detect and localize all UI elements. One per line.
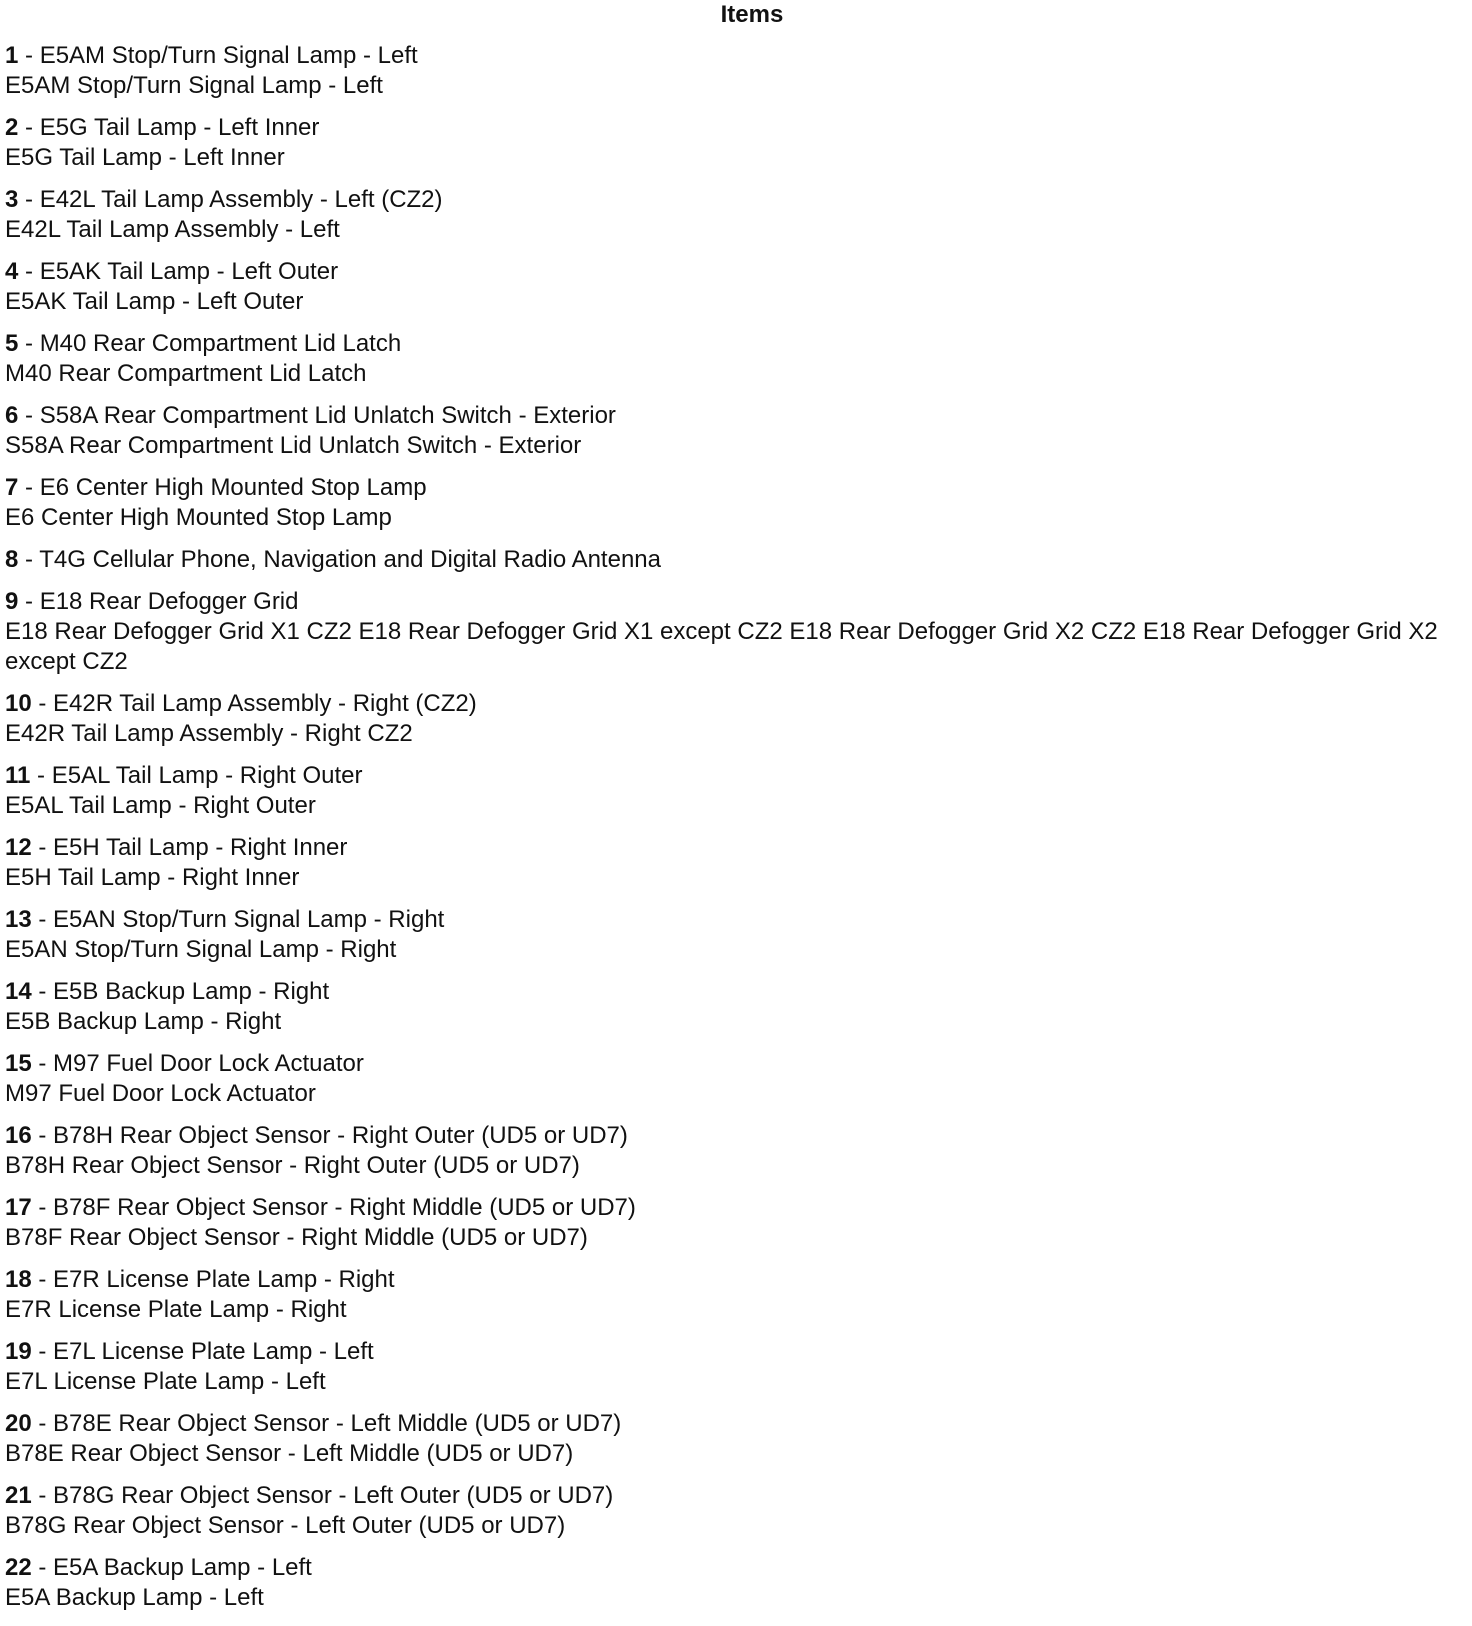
- item-number: 21: [5, 1482, 32, 1509]
- list-item: [5, 1337, 1464, 1397]
- item-number: 20: [5, 1410, 32, 1437]
- item-detail: E42R Tail Lamp Assembly - Right CZ2: [5, 720, 413, 747]
- item-heading: 8 - T4G Cellular Phone, Navigation and Digital Radio Antenna: [5, 546, 661, 573]
- item-heading: 11 - E5AL Tail Lamp - Right Outer: [5, 762, 363, 789]
- item-number: 3: [5, 186, 19, 213]
- item-label: E5AN Stop/Turn Signal Lamp - Right: [53, 906, 445, 933]
- item-label: S58A Rear Compartment Lid Unlatch Switch - Exterior: [39, 402, 616, 429]
- item-heading: 18 - E7R License Plate Lamp - Right: [5, 1266, 395, 1293]
- list-item: [5, 1193, 1464, 1253]
- item-number: 17: [5, 1194, 32, 1221]
- item-detail: E5B Backup Lamp - Right: [5, 1008, 282, 1035]
- item-detail: E5AL Tail Lamp - Right Outer: [5, 792, 316, 819]
- item-heading: 13 - E5AN Stop/Turn Signal Lamp - Right: [5, 906, 445, 933]
- item-label: B78H Rear Object Sensor - Right Outer (UD5 or UD7): [53, 1122, 628, 1149]
- item-detail: E7L License Plate Lamp - Left: [5, 1368, 326, 1395]
- item-detail: S58A Rear Compartment Lid Unlatch Switch - Exterior: [5, 432, 582, 459]
- item-number: 2: [5, 114, 19, 141]
- item-detail: E5AK Tail Lamp - Left Outer: [5, 288, 304, 315]
- item-detail: M40 Rear Compartment Lid Latch: [5, 360, 367, 387]
- list-item: [5, 329, 1464, 389]
- item-number: 5: [5, 330, 19, 357]
- list-item: [5, 113, 1464, 173]
- item-heading: 17 - B78F Rear Object Sensor - Right Middle (UD5 or UD7): [5, 1194, 636, 1221]
- list-item: [5, 1121, 1464, 1181]
- list-item: [5, 1049, 1464, 1109]
- item-label: E18 Rear Defogger Grid: [39, 588, 299, 615]
- item-label: B78F Rear Object Sensor - Right Middle (UD5 or UD7): [53, 1194, 636, 1221]
- item-number: 10: [5, 690, 32, 717]
- item-label: E5A Backup Lamp - Left: [53, 1554, 312, 1581]
- item-label: E42R Tail Lamp Assembly - Right (CZ2): [53, 690, 477, 717]
- item-heading: 20 - B78E Rear Object Sensor - Left Middle (UD5 or UD7): [5, 1410, 622, 1437]
- list-item: [5, 41, 1464, 101]
- item-detail: E6 Center High Mounted Stop Lamp: [5, 504, 392, 531]
- list-item: [5, 1409, 1464, 1469]
- list-item: [5, 257, 1464, 317]
- list-item: [5, 977, 1464, 1037]
- item-number: 16: [5, 1122, 32, 1149]
- item-detail: E18 Rear Defogger Grid X1 CZ2 E18 Rear Defogger Grid X1 except CZ2 E18 Rear Defogger Grid X2 CZ2 E18 Rear Defogger Grid X2 except CZ2: [5, 618, 1438, 675]
- item-number: 7: [5, 474, 19, 501]
- list-item: [5, 1553, 1464, 1613]
- item-number: 9: [5, 588, 19, 615]
- item-detail: M97 Fuel Door Lock Actuator: [5, 1080, 316, 1107]
- item-detail: E5AN Stop/Turn Signal Lamp - Right: [5, 936, 397, 963]
- item-heading: 16 - B78H Rear Object Sensor - Right Outer (UD5 or UD7): [5, 1122, 628, 1149]
- list-item: [5, 833, 1464, 893]
- item-detail: E5H Tail Lamp - Right Inner: [5, 864, 300, 891]
- item-number: 1: [5, 42, 19, 69]
- page-title: Items: [720, 1, 784, 28]
- item-number: 12: [5, 834, 32, 861]
- item-number: 14: [5, 978, 32, 1005]
- item-number: 13: [5, 906, 32, 933]
- list-item: [5, 185, 1464, 245]
- item-label: M97 Fuel Door Lock Actuator: [53, 1050, 364, 1077]
- item-label: B78E Rear Object Sensor - Left Middle (UD5 or UD7): [53, 1410, 622, 1437]
- list-item: [5, 1265, 1464, 1325]
- item-label: E5AM Stop/Turn Signal Lamp - Left: [39, 42, 418, 69]
- item-heading: 4 - E5AK Tail Lamp - Left Outer: [5, 258, 339, 285]
- item-detail: E5AM Stop/Turn Signal Lamp - Left: [5, 72, 383, 99]
- item-label: E5H Tail Lamp - Right Inner: [53, 834, 348, 861]
- item-heading: 5 - M40 Rear Compartment Lid Latch: [5, 330, 402, 357]
- item-heading: 15 - M97 Fuel Door Lock Actuator: [5, 1050, 364, 1077]
- item-label: E5AL Tail Lamp - Right Outer: [51, 762, 363, 789]
- item-label: E7L License Plate Lamp - Left: [53, 1338, 374, 1365]
- item-label: T4G Cellular Phone, Navigation and Digital Radio Antenna: [39, 546, 661, 573]
- item-label: E5AK Tail Lamp - Left Outer: [39, 258, 339, 285]
- item-heading: 7 - E6 Center High Mounted Stop Lamp: [5, 474, 427, 501]
- list-item: [5, 401, 1464, 461]
- items-list: [5, 41, 1464, 1613]
- item-heading: 6 - S58A Rear Compartment Lid Unlatch Switch - Exterior: [5, 402, 616, 429]
- item-heading: 3 - E42L Tail Lamp Assembly - Left (CZ2): [5, 186, 443, 213]
- list-item: [5, 905, 1464, 965]
- item-label: E5B Backup Lamp - Right: [53, 978, 330, 1005]
- list-item: [5, 587, 1464, 677]
- item-number: 11: [5, 762, 31, 789]
- list-item: [5, 1481, 1464, 1541]
- item-detail: E5G Tail Lamp - Left Inner: [5, 144, 285, 171]
- item-heading: 1 - E5AM Stop/Turn Signal Lamp - Left: [5, 42, 418, 69]
- item-detail: E7R License Plate Lamp - Right: [5, 1296, 347, 1323]
- item-detail: E5A Backup Lamp - Left: [5, 1584, 264, 1611]
- item-heading: 14 - E5B Backup Lamp - Right: [5, 978, 330, 1005]
- item-heading: 12 - E5H Tail Lamp - Right Inner: [5, 834, 348, 861]
- list-item: [5, 545, 1464, 575]
- item-label: M40 Rear Compartment Lid Latch: [39, 330, 402, 357]
- list-item: [5, 689, 1464, 749]
- list-item: [5, 761, 1464, 821]
- item-label: E42L Tail Lamp Assembly - Left (CZ2): [39, 186, 443, 213]
- item-number: 15: [5, 1050, 32, 1077]
- item-detail: B78G Rear Object Sensor - Left Outer (UD5 or UD7): [5, 1512, 566, 1539]
- item-label: E7R License Plate Lamp - Right: [53, 1266, 395, 1293]
- item-label: E5G Tail Lamp - Left Inner: [39, 114, 320, 141]
- item-number: 4: [5, 258, 19, 285]
- item-heading: 19 - E7L License Plate Lamp - Left: [5, 1338, 374, 1365]
- item-number: 22: [5, 1554, 32, 1581]
- item-detail: B78H Rear Object Sensor - Right Outer (UD5 or UD7): [5, 1152, 580, 1179]
- item-label: B78G Rear Object Sensor - Left Outer (UD5 or UD7): [53, 1482, 614, 1509]
- item-heading: 10 - E42R Tail Lamp Assembly - Right (CZ2): [5, 690, 477, 717]
- item-number: 6: [5, 402, 19, 429]
- item-heading: 22 - E5A Backup Lamp - Left: [5, 1554, 312, 1581]
- item-number: 18: [5, 1266, 32, 1293]
- item-detail: E42L Tail Lamp Assembly - Left: [5, 216, 340, 243]
- item-heading: 21 - B78G Rear Object Sensor - Left Outer (UD5 or UD7): [5, 1482, 614, 1509]
- item-detail: B78F Rear Object Sensor - Right Middle (UD5 or UD7): [5, 1224, 588, 1251]
- item-label: E6 Center High Mounted Stop Lamp: [39, 474, 427, 501]
- item-number: 8: [5, 546, 19, 573]
- list-item: [5, 473, 1464, 533]
- item-detail: B78E Rear Object Sensor - Left Middle (UD5 or UD7): [5, 1440, 574, 1467]
- item-heading: 2 - E5G Tail Lamp - Left Inner: [5, 114, 320, 141]
- item-number: 19: [5, 1338, 32, 1365]
- item-heading: 9 - E18 Rear Defogger Grid: [5, 588, 299, 615]
